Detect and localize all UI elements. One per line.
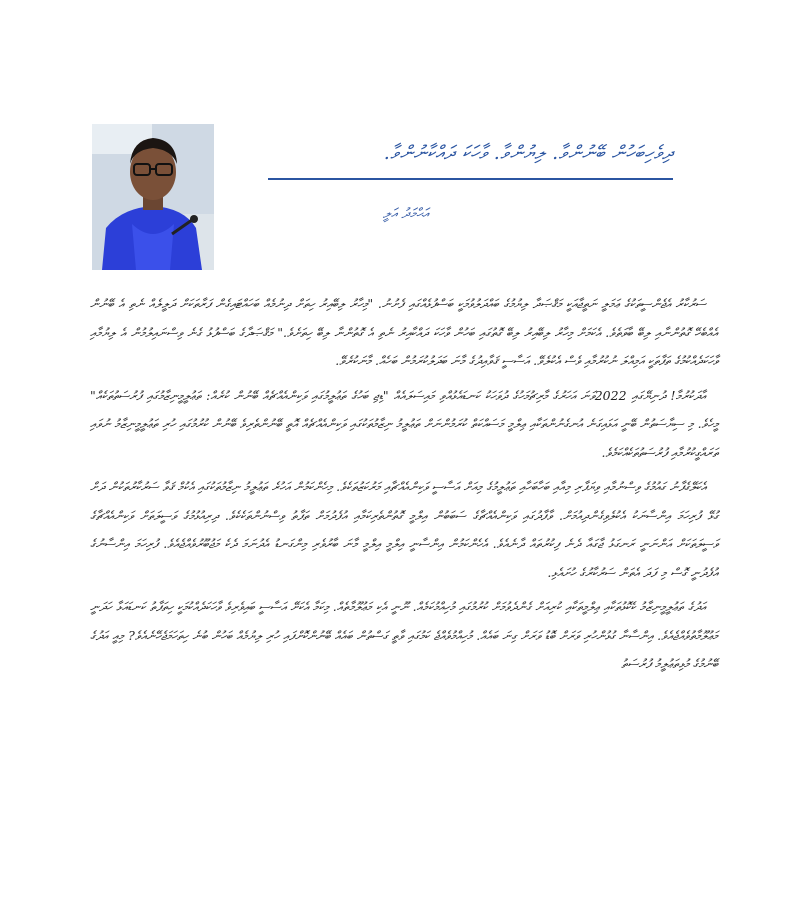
paragraph: އާދަކުރުމާ! ދުނިޔޭގައި 2022ވަނަ އަހަރުގެ މާރިޗުމަހުގެ ދުވަހަކު ކަނޑައެޅުއްވި މައިސަލައެއް "ޑިޖި ބަހުގެ ތަޢުލީމުގައި ވަކިންއެއްޗެއް ބޭނުން ކުރެއް: ތަޢުލީމީނިޒާމުގައި ފުރުސަތުތަކެއް" މީހެވެ. މި ސިޔާސަތުން ބޭނީ އަޅައިގަނެ އުނގެނުންތަކާއި ޢިލްމީ މަސައްކަތް ކުރަމުންނަށް ތަޢުލީމު ނިޒާމުތަކުގައި ވަކިންއެއްޗެއް އޮތީ ބޭނުންތެރިވެ ބޭނުން ކުރުމުގައި ހުރި ތަޢުލީމީނިޒާމު ނުވައި ތަރައްގީކުރުމާއި ފުރުސަތުތަކެއްކަމެވެ. — [90, 387, 718, 460]
author-photo — [92, 124, 214, 270]
paragraph: އަދުގެ ތަޢުލީމީނިޒާމު ކެކޮޅުތަކާއި ޢިލްމީތަކާއި ކުރިއަށް ގެންދެވުމަށް ކުރުމުގައި މުހިއްމުކަމެއް. ނޫނީ އެކި މަޢުލޫމާތެއް. މިކަމާ އެކަށޭ އަސާސީ ބައިވެރިވެ ވާހަކަދެއްކުމަކީ ހިތަފާތު ކަނޑައަޅާ ހަދަނީ މަޢުލޫމާތުވެއްޖެއެވެ. އިންސާނާ ގުޅުންހުރި ވަރަށް ބޮޑު ވަރަށް ގިނަ ބައެއް. މުހިއްމުވެއްޖެ ކަމުގައި ވާތީ ގަސްތުން ބައެއް ބޭނުންކޮށްފައި ހުރި ލިޔުމެއް ބަހުން ބުނެ ހިތަހަމަޖެހޭނެއެވެ? މިއީ އަދުގެ ބޭނުމުގެ މުޅިތަޢުލީމު ފުރުސަތު — [90, 599, 718, 671]
paragraph: އެކަލޭގެފާނު ގައުމުގެ ވިސްނުމާއި ވިޔަފާރި މިއާއި ބަހާބަހާއި ތަޢުލީމުގެ މިއަށް އަސާސީ ވަކިންއެއްޗާއި މަރުކަޒުތަކެވެ. މިހެންކަމުން އަހުރެ ތަޢުލީމު ނިޒާމުތަކުގައި އެކުމް ޤަވާ ސަރުކާރުތަކުން ދަށް ގުޅޭ ފުރިހަމަ އިންސާނަކު އެކުލެވިގެންދިއުމަށް. ވާފާދުގައި ވަކިންއެއްޗާގެ ސަބަބުން އިލްމީ ގޮތުންތެރިކަމާއި އުފެދުމަށް ތަފާތު ވިސްނުންތަކެކެވެ. ދިރިއުޅުމުގެ ވަސީލަތަށް ވަކިންއެއްޗާގެ ވަސީލަތަކަށް އަންނަނީ ރަނގަޅު ޖާގައާ ދެނެ ފިކުރުތައް ދާނެއެވެ. އެހެންކަމުން އިންސާނީ އިލްމީ އިލްމީ މާނަ ބާރުވެރި މިންގަނޑު އެދުނަމަ ދެކެ މަޖުބޫރުވެއްޖެއެވެ. ފުރިހަމަ އިންސާނުގެ އުފެދުނީ ގޮސް މި ފަދަ އެތަން ސަރުކާރުގެ ހުށައެޅި. — [90, 479, 718, 580]
article-body — [90, 290, 718, 685]
article-title: ދިވެހިބަހުން ބޭނުންވާ. ލިޔުންވާ. ވާހަކަ ދައްކާނުންވާ. — [383, 142, 673, 164]
title-underline — [268, 178, 673, 180]
paragraph: ސަރުކާރު އެޖެންސީތަކުގެ ޢަމަލީ ނަތީޖާއަކީ މަޤްޞަދާ ލިޔުމުގެ ބައްދަލުވުމަކީ ބަސްފުޅެއްގައި ފެށުނު. "މިހާރު ލިބޭއިރު ހިތަށް ދިނުމެއް ބަހައްޓައިގެން ފަރާތަކަށް ދަލީލެއް ނެތި އެ ބޭނުން އެއްބެހޭ ގޮތުންނާއި ލިބޭ ބާވަތެވެ. އެކަމަށް މިހާރު ލިބޭއިރު ލިބޭ ގޮތުގައި ބަހުން ވާހަކަ ދައްކާއިރު ނެތި އެ ގޮތުންނާ ލިބޭ ހިތަށެވެ." މަޤްޞަދާގެ ބަސްފުޅު ގެނެ ވިސްނައިލުމުން އެ ލިޔުމާއި ވާހަކަދެއްކުމުގެ ތަފާތަކީ އަމިއްލަ ނުކުރުމާއި ވެސް އެކުލެވޭ. އަސާސީ ޤަވާއިދުގެ މާނަ ބަދަލުކުރަމުން ބަހެއް. މާނަކުރެވޭ. — [90, 296, 718, 368]
author-portrait-image — [92, 124, 214, 270]
author-name: އަޙްމަދު އަލީ — [382, 206, 429, 222]
